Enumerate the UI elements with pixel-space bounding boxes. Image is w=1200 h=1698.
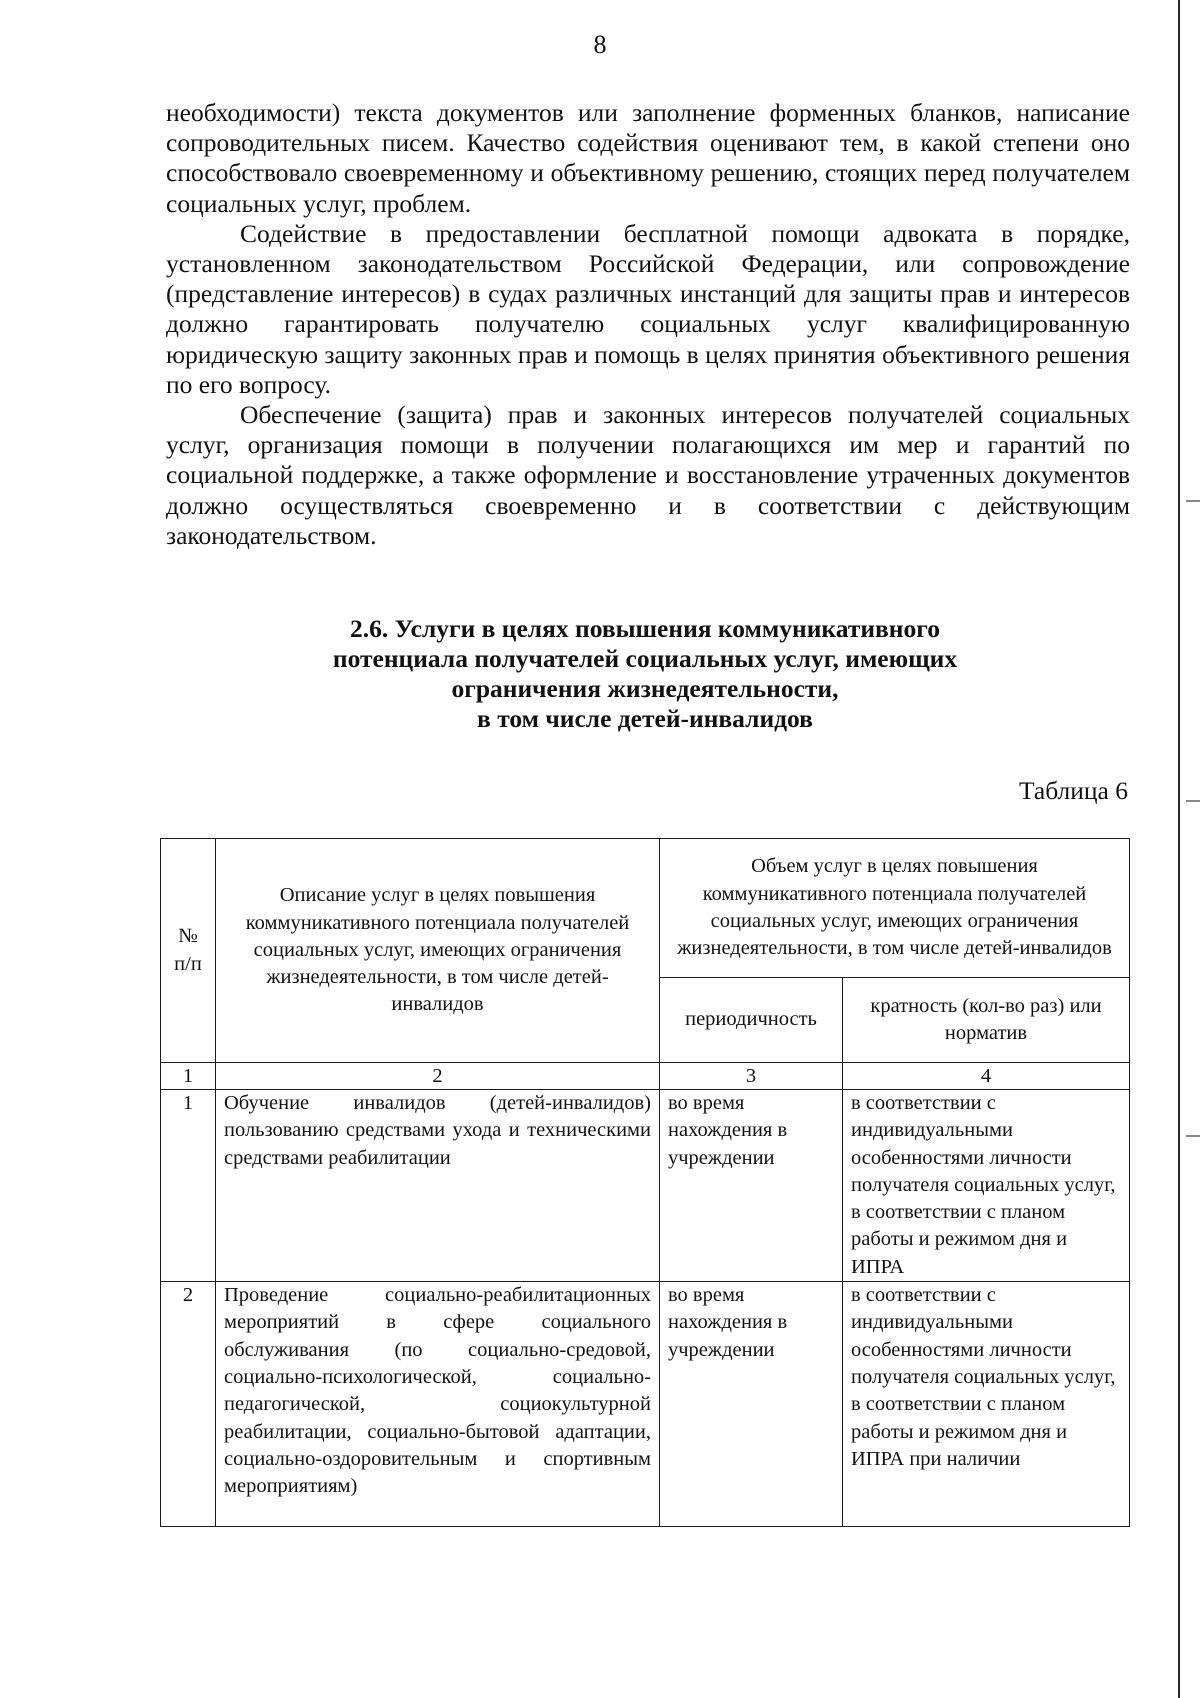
scan-tick-mark <box>1186 500 1200 502</box>
heading-line-4: в том числе детей-инвалидов <box>477 704 813 733</box>
column-number: 4 <box>843 1063 1130 1090</box>
heading-line-2: потенциала получателей социальных услуг, имеющих <box>332 644 958 673</box>
paragraph-2: Содействие в предоставлении бесплатной помощи адвоката в порядке, установленном законодательством Российской Федерации, или сопровождение (представление интересов) в судах различных инстанций для защиты прав и интересов должно гарантировать получателю социальных услуг квалифицированную юридическую защиту законных прав и помощь в целях принятия объективного решения по его вопросу. <box>166 218 1130 399</box>
table-caption: Таблица 6 <box>1018 776 1128 805</box>
row-periodicity: во время нахождения в учреждении <box>660 1282 843 1527</box>
row-num: 2 <box>161 1282 216 1527</box>
row-frequency: в соответствии с индивидуальными особенностями личности получателя социальных услуг, в соответствии с планом работы и режимом дня и ИПРА при наличии <box>843 1282 1130 1527</box>
header-description: Описание услуг в целях повышения коммуникативного потенциала получателей социальных услуг, имеющих ограничения жизнедеятельности, в том числе детей-инвалидов <box>216 839 660 1063</box>
header-periodicity: периодичность <box>660 978 843 1063</box>
table-header-row <box>161 839 1130 978</box>
scan-tick-mark <box>1186 800 1200 802</box>
services-table <box>160 838 1130 1527</box>
scan-tick-mark <box>1186 1135 1200 1137</box>
paragraph-3: Обеспечение (защита) прав и законных интересов получателей социальных услуг, организация помощи в получении полагающихся им мер и гарантий по социальной поддержке, а также оформление и восстановление утраченных документов должно осуществляться своевременно и в соответствии с действующим законодательством. <box>166 400 1130 550</box>
header-frequency: кратность (кол-во раз) или норматив <box>843 978 1130 1063</box>
heading-line-1: 2.6. Услуги в целях повышения коммуникативного <box>350 614 940 643</box>
column-numbers-row <box>161 1063 1130 1090</box>
header-volume: Объем услуг в целях повышения коммуникативного потенциала получателей социальных услуг, имеющих ограничения жизнедеятельности, в том числе детей-инвалидов <box>660 839 1130 978</box>
scan-edge-line <box>1178 0 1180 1698</box>
column-number: 1 <box>161 1063 216 1090</box>
column-number: 3 <box>660 1063 843 1090</box>
row-num: 1 <box>161 1090 216 1282</box>
header-num: № п/п <box>161 839 216 1063</box>
table-row <box>161 1282 1130 1527</box>
section-heading <box>160 614 1130 734</box>
row-description: Проведение социально-реабилитационных мероприятий в сфере социального обслуживания (по социально-средовой, социально-психологической, социально-педагогической, социокультурной реабилитации, социально-бытовой адаптации, социально-оздоровительным и спортивным мероприятиям) <box>216 1282 660 1527</box>
row-description: Обучение инвалидов (детей-инвалидов) пользованию средствами ухода и техническими средствами реабилитации <box>216 1090 660 1282</box>
heading-line-3: ограничения жизнедеятельности, <box>451 674 839 703</box>
page-number: 8 <box>593 30 607 59</box>
column-number: 2 <box>216 1063 660 1090</box>
row-periodicity: во время нахождения в учреждении <box>660 1090 843 1282</box>
paragraph-1: необходимости) текста документов или заполнение форменных бланков, написание сопроводительных писем. Качество содействия оценивают тем, в какой степени оно способствовало своевременному и объективному решению, стоящих перед получателем социальных услуг, проблем. <box>166 98 1130 218</box>
body-text <box>166 98 1130 551</box>
table-row <box>161 1090 1130 1282</box>
row-frequency: в соответствии с индивидуальными особенностями личности получателя социальных услуг, в соответствии с планом работы и режимом дня и ИПРА <box>843 1090 1130 1282</box>
